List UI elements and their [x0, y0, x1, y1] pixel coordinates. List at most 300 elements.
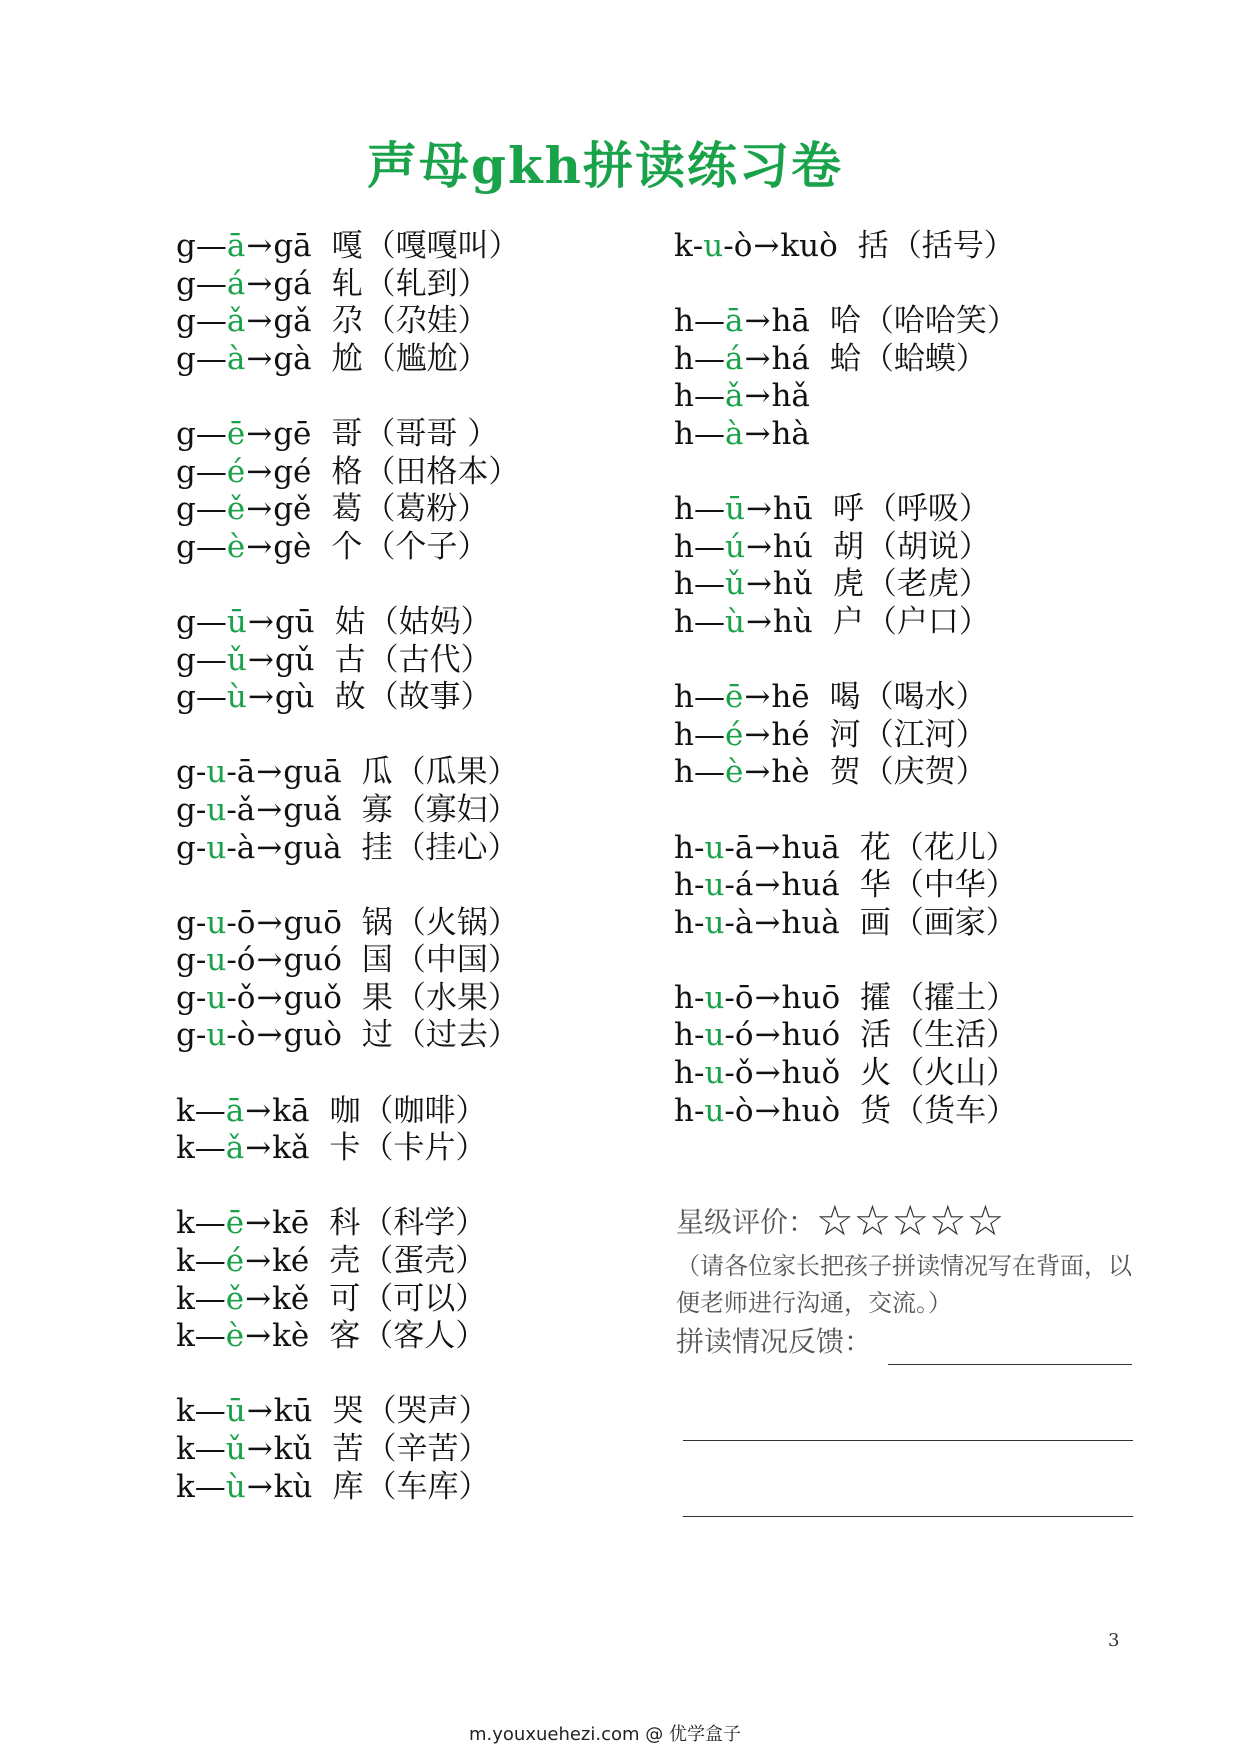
final: -ā — [724, 829, 754, 866]
separator: - — [195, 942, 207, 979]
example-word: （中国） — [394, 942, 519, 979]
example-word: （攉土） — [893, 979, 1018, 1016]
hanzi: 华 — [859, 867, 891, 904]
hanzi: 呼 — [832, 491, 864, 528]
initial: g — [176, 641, 196, 678]
syllable: hǎ — [771, 378, 810, 415]
separator: — — [194, 1468, 226, 1505]
syllable: kuò — [780, 228, 838, 264]
arrow-icon: → — [246, 491, 273, 528]
example-word: （尴尬） — [364, 340, 489, 377]
pinyin-row — [176, 754, 520, 792]
row-spacer — [674, 266, 1018, 304]
final: ú — [724, 528, 745, 565]
example-word: （姑妈） — [367, 603, 492, 640]
separator: — — [693, 528, 725, 565]
pinyin-row — [674, 867, 1018, 905]
separator: - — [195, 754, 207, 791]
medial: u — [704, 829, 725, 866]
example-word: （蛤蟆） — [862, 340, 987, 377]
example-word: （轧到） — [364, 265, 489, 302]
syllable: huá — [781, 867, 840, 904]
hanzi: 哭 — [332, 1393, 364, 1430]
hanzi: 库 — [332, 1468, 364, 1505]
pinyin-row — [674, 1093, 1018, 1131]
example-word: （辛苦） — [365, 1431, 490, 1467]
initial: k — [176, 1318, 195, 1355]
feedback-line-1[interactable] — [888, 1364, 1132, 1365]
final: á — [226, 265, 246, 302]
pinyin-row — [674, 830, 1018, 868]
hanzi: 画 — [859, 904, 891, 941]
initial: h — [674, 528, 694, 565]
syllable: gé — [273, 453, 312, 490]
example-word: （中华） — [892, 867, 1017, 904]
pinyin-row — [176, 491, 520, 529]
pinyin-row — [176, 1205, 520, 1243]
example-word: （咖啡） — [362, 1092, 487, 1129]
initial: g — [176, 528, 196, 565]
arrow-icon: → — [744, 679, 771, 716]
pinyin-row — [674, 491, 1018, 529]
separator: — — [194, 1393, 226, 1430]
hanzi: 虎 — [832, 566, 864, 603]
separator: — — [693, 716, 725, 753]
row-spacer — [674, 942, 1018, 980]
syllable: hē — [771, 679, 810, 716]
example-word: （庆贺） — [862, 754, 987, 791]
pinyin-row — [176, 1393, 520, 1431]
final: ǎ — [226, 303, 246, 340]
star-rating — [676, 1196, 1004, 1245]
final: ě — [225, 1280, 245, 1317]
syllable: huā — [781, 829, 840, 866]
example-word: （哈哈笑） — [862, 303, 1018, 340]
final: -ō — [724, 979, 754, 1016]
example-word: （卡片） — [362, 1130, 487, 1167]
hanzi: 活 — [860, 1017, 892, 1054]
example-word: （嘎嘎叫） — [364, 228, 520, 264]
final: ē — [226, 415, 246, 452]
syllable: kě — [272, 1280, 310, 1317]
arrow-icon: → — [745, 566, 772, 603]
initial: h — [674, 378, 694, 415]
separator: — — [195, 265, 227, 302]
arrow-icon: → — [245, 1280, 272, 1317]
syllable: gē — [273, 415, 312, 452]
separator: — — [693, 378, 725, 415]
arrow-icon: → — [246, 1468, 273, 1505]
arrow-icon: → — [256, 942, 283, 979]
initial: g — [176, 603, 196, 640]
example-word: （可以） — [362, 1280, 487, 1317]
hanzi: 壳 — [329, 1243, 361, 1280]
separator: — — [195, 603, 227, 640]
medial: u — [206, 791, 227, 828]
rating-label: 星级评价： — [676, 1205, 817, 1239]
example-word: （科学） — [362, 1205, 487, 1242]
medial: u — [704, 867, 725, 904]
right-column — [674, 228, 1018, 1130]
initial: g — [176, 791, 196, 828]
syllable: gě — [273, 491, 312, 528]
syllable: huà — [781, 904, 840, 941]
pinyin-row — [176, 1431, 520, 1469]
row-spacer — [176, 717, 520, 755]
initial: h — [674, 491, 694, 528]
initial: h — [674, 867, 694, 904]
feedback-label: 拼读情况反馈： — [676, 1325, 873, 1358]
separator: — — [194, 1130, 226, 1167]
pinyin-row — [176, 905, 520, 943]
final: é — [225, 1243, 245, 1280]
syllable: guǎ — [283, 791, 342, 828]
medial: u — [206, 754, 227, 791]
syllable: hà — [771, 415, 810, 452]
syllable: kè — [272, 1318, 310, 1355]
final: -ó — [226, 942, 256, 979]
example-word: （水果） — [394, 979, 519, 1016]
syllable: hé — [771, 716, 810, 753]
example-word: （喝水） — [862, 679, 987, 716]
initial: h — [674, 679, 694, 716]
arrow-icon: → — [754, 1092, 781, 1129]
syllable: gǔ — [274, 641, 315, 678]
medial: u — [704, 1092, 725, 1129]
hanzi: 户 — [832, 603, 864, 640]
syllable: guǒ — [283, 979, 342, 1016]
initial: g — [176, 265, 196, 302]
separator: - — [195, 979, 207, 1016]
final: ā — [225, 1092, 245, 1129]
arrow-icon: → — [256, 791, 283, 828]
syllable: huō — [781, 979, 841, 1016]
medial: u — [206, 942, 227, 979]
pinyin-row — [176, 341, 520, 379]
arrow-icon: → — [754, 1017, 781, 1054]
syllable: hū — [772, 491, 813, 528]
pinyin-row — [674, 303, 1018, 341]
syllable: hù — [772, 603, 813, 640]
final: é — [724, 716, 744, 753]
pinyin-row — [674, 529, 1018, 567]
hanzi: 苦 — [332, 1431, 364, 1467]
final: ū — [225, 1393, 246, 1430]
syllable: guà — [283, 829, 342, 866]
separator: — — [693, 603, 725, 640]
final: -ò — [226, 1017, 256, 1054]
final: -ǎ — [226, 791, 256, 828]
page-number: 3 — [1108, 1630, 1120, 1651]
feedback-line-2[interactable] — [683, 1440, 1133, 1441]
arrow-icon: → — [744, 415, 771, 452]
arrow-icon: → — [744, 716, 771, 753]
example-word: （括号） — [890, 228, 1015, 264]
initial: g — [176, 453, 196, 490]
initial: g — [176, 679, 196, 716]
hanzi: 轧 — [331, 265, 363, 302]
medial: u — [206, 1017, 227, 1054]
initial: k — [176, 1280, 195, 1317]
syllable: hè — [771, 754, 810, 791]
arrow-icon: → — [247, 603, 274, 640]
example-word: （生活） — [893, 1017, 1018, 1054]
final: -ǒ — [226, 979, 256, 1016]
initial: k — [176, 1243, 195, 1280]
arrow-icon: → — [246, 1393, 273, 1430]
example-word: （哥哥 ） — [364, 415, 499, 452]
syllable: huó — [781, 1017, 841, 1054]
arrow-icon: → — [245, 1243, 272, 1280]
example-word: （哭声） — [365, 1393, 490, 1430]
final: ě — [226, 491, 246, 528]
hanzi: 果 — [361, 979, 393, 1016]
arrow-icon: → — [745, 528, 772, 565]
arrow-icon: → — [246, 453, 273, 490]
pinyin-row — [176, 454, 520, 492]
syllable: kù — [273, 1468, 313, 1505]
initial: h — [674, 1017, 694, 1054]
final: -ò — [723, 228, 753, 264]
medial: u — [206, 829, 227, 866]
final: -à — [724, 904, 754, 941]
arrow-icon: → — [256, 904, 283, 941]
initial: g — [176, 979, 196, 1016]
arrow-icon: → — [246, 303, 273, 340]
initial: g — [176, 1017, 196, 1054]
separator: — — [693, 340, 725, 377]
separator: - — [693, 1017, 705, 1054]
syllable: hǔ — [772, 566, 813, 603]
pinyin-row — [176, 1469, 520, 1507]
example-word: （花儿） — [892, 829, 1017, 866]
row-spacer — [176, 1356, 520, 1394]
left-column — [176, 228, 520, 1506]
initial: g — [176, 754, 196, 791]
arrow-icon: → — [744, 754, 771, 791]
arrow-icon: → — [246, 415, 273, 452]
syllable: kā — [272, 1092, 310, 1129]
final: ē — [225, 1205, 245, 1242]
final: -ò — [724, 1092, 754, 1129]
initial: k — [176, 1393, 195, 1430]
initial: g — [176, 829, 196, 866]
syllable: gù — [274, 679, 315, 716]
syllable: gǎ — [273, 303, 312, 340]
pinyin-row — [176, 266, 520, 304]
arrow-icon: → — [256, 1017, 283, 1054]
syllable: hā — [771, 303, 810, 340]
row-spacer — [176, 378, 520, 416]
example-word: （户口） — [865, 603, 990, 640]
example-word: （货车） — [893, 1092, 1018, 1129]
pinyin-row — [176, 416, 520, 454]
arrow-icon: → — [744, 303, 771, 340]
arrow-icon: → — [256, 829, 283, 866]
hanzi: 卡 — [329, 1130, 361, 1167]
hanzi: 国 — [361, 942, 393, 979]
syllable: kē — [272, 1205, 310, 1242]
medial: u — [703, 228, 724, 264]
arrow-icon: → — [245, 1130, 272, 1167]
separator: — — [693, 566, 725, 603]
pinyin-row — [176, 529, 520, 567]
row-spacer — [674, 792, 1018, 830]
example-word: （寡妇） — [394, 791, 519, 828]
arrow-icon: → — [247, 679, 274, 716]
hanzi: 尕 — [331, 303, 363, 340]
example-word: （蛋壳） — [362, 1243, 487, 1280]
arrow-icon: → — [256, 979, 283, 1016]
syllable: hú — [772, 528, 813, 565]
syllable: ké — [272, 1243, 310, 1280]
hanzi: 可 — [329, 1280, 361, 1317]
initial: g — [176, 904, 196, 941]
final: ù — [225, 1468, 246, 1505]
syllable: kǔ — [273, 1431, 313, 1467]
separator: - — [693, 1092, 705, 1129]
initial: k — [674, 228, 693, 264]
separator: - — [693, 867, 705, 904]
example-word: （江河） — [862, 716, 987, 753]
initial: g — [176, 491, 196, 528]
initial: k — [176, 1205, 195, 1242]
final: ǎ — [724, 378, 744, 415]
pinyin-row — [674, 980, 1018, 1018]
pinyin-row — [176, 642, 520, 680]
separator: — — [194, 1431, 226, 1467]
arrow-icon: → — [246, 340, 273, 377]
medial: u — [704, 1017, 725, 1054]
row-spacer — [674, 642, 1018, 680]
example-word: （古代） — [367, 641, 492, 678]
pinyin-row — [176, 1093, 520, 1131]
row-spacer — [674, 454, 1018, 492]
separator: — — [195, 340, 227, 377]
pinyin-row — [176, 1243, 520, 1281]
final: è — [226, 528, 246, 565]
syllable: guò — [283, 1017, 342, 1054]
hanzi: 咖 — [329, 1092, 361, 1129]
arrow-icon: → — [256, 754, 283, 791]
arrow-icon: → — [744, 378, 771, 415]
arrow-icon: → — [754, 904, 781, 941]
hanzi: 过 — [361, 1017, 393, 1054]
example-word: （火锅） — [394, 904, 519, 941]
initial: h — [674, 904, 694, 941]
example-word: （胡说） — [865, 528, 990, 565]
arrow-icon: → — [754, 829, 781, 866]
hanzi: 故 — [334, 679, 366, 716]
example-word: （客人） — [362, 1318, 487, 1355]
syllable: kǎ — [272, 1130, 310, 1167]
pinyin-row — [674, 416, 1018, 454]
example-word: （个子） — [364, 528, 489, 565]
initial: g — [176, 340, 196, 377]
pinyin-row — [176, 830, 520, 868]
arrow-icon: → — [246, 528, 273, 565]
final: ā — [226, 228, 246, 264]
pinyin-row — [176, 1017, 520, 1055]
final: ū — [226, 603, 247, 640]
pinyin-row — [674, 341, 1018, 379]
separator: — — [693, 415, 725, 452]
final: -à — [226, 829, 256, 866]
initial: h — [674, 1092, 694, 1129]
arrow-icon: → — [246, 265, 273, 302]
pinyin-row — [674, 604, 1018, 642]
medial: u — [704, 904, 725, 941]
initial: k — [176, 1130, 195, 1167]
separator: - — [693, 829, 705, 866]
initial: g — [176, 228, 196, 264]
hanzi: 古 — [334, 641, 366, 678]
syllable: gè — [273, 528, 312, 565]
pinyin-row — [176, 1281, 520, 1319]
star-icons[interactable]: ☆☆☆☆☆ — [816, 1196, 1005, 1245]
syllable: gá — [273, 265, 312, 302]
separator: — — [195, 679, 227, 716]
example-word: （老虎） — [865, 566, 990, 603]
separator: — — [195, 453, 227, 490]
arrow-icon: → — [245, 1092, 272, 1129]
separator: — — [693, 754, 725, 791]
separator: - — [693, 979, 705, 1016]
initial: k — [176, 1092, 195, 1129]
pinyin-row — [176, 604, 520, 642]
initial: g — [176, 303, 196, 340]
hanzi: 攉 — [860, 979, 892, 1016]
final: ù — [724, 603, 745, 640]
arrow-icon: → — [745, 603, 772, 640]
row-spacer — [176, 566, 520, 604]
hanzi: 哥 — [331, 415, 363, 452]
pinyin-row — [674, 1055, 1018, 1093]
arrow-icon: → — [246, 228, 273, 264]
arrow-icon: → — [753, 228, 780, 264]
page-title: 声母gkh拼读练习卷 — [367, 136, 843, 195]
final: -ō — [226, 904, 256, 941]
initial: h — [674, 1055, 694, 1092]
separator: — — [195, 303, 227, 340]
final: è — [724, 754, 744, 791]
separator: — — [194, 1243, 226, 1280]
separator: — — [195, 491, 227, 528]
syllable: gà — [273, 340, 312, 377]
example-word: （火山） — [893, 1055, 1018, 1092]
final: ǔ — [226, 641, 247, 678]
example-word: （故事） — [367, 679, 492, 716]
pinyin-row — [674, 905, 1018, 943]
pinyin-row — [674, 566, 1018, 604]
hanzi: 尬 — [331, 340, 363, 377]
final: ù — [226, 679, 247, 716]
separator: — — [194, 1318, 226, 1355]
row-spacer — [176, 867, 520, 905]
hanzi: 格 — [331, 453, 363, 490]
syllable: gū — [274, 603, 315, 640]
hanzi: 个 — [331, 528, 363, 565]
pinyin-row — [176, 679, 520, 717]
pinyin-row — [176, 942, 520, 980]
initial: k — [176, 1431, 195, 1467]
arrow-icon: → — [245, 1205, 272, 1242]
feedback-line-3[interactable] — [683, 1516, 1133, 1517]
syllable: huò — [781, 1092, 841, 1129]
hanzi: 贺 — [829, 754, 861, 791]
arrow-icon: → — [754, 867, 781, 904]
hanzi: 挂 — [361, 829, 393, 866]
